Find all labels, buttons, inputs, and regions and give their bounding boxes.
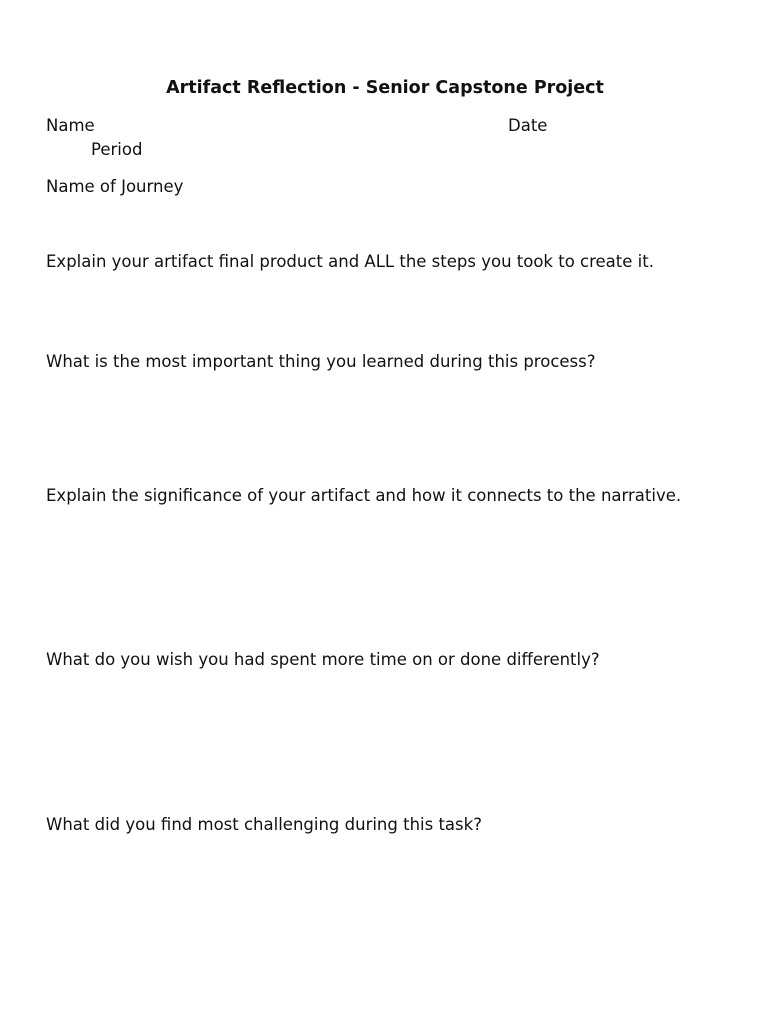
name-field-label: Name <box>46 116 95 135</box>
question-done-differently: What do you wish you had spent more time on or done differently? <box>46 650 600 669</box>
question-artifact-steps: Explain your artifact final product and ALL the steps you took to create it. <box>46 252 654 271</box>
question-most-important-learning: What is the most important thing you learned during this process? <box>46 352 596 371</box>
period-field-label: Period <box>91 140 143 159</box>
date-field-label: Date <box>508 116 548 135</box>
question-artifact-significance: Explain the significance of your artifact and how it connects to the narrative. <box>46 486 682 505</box>
document-title: Artifact Reflection - Senior Capstone Project <box>166 78 604 98</box>
journey-name-field-label: Name of Journey <box>46 177 184 196</box>
question-most-challenging: What did you find most challenging during this task? <box>46 815 482 834</box>
